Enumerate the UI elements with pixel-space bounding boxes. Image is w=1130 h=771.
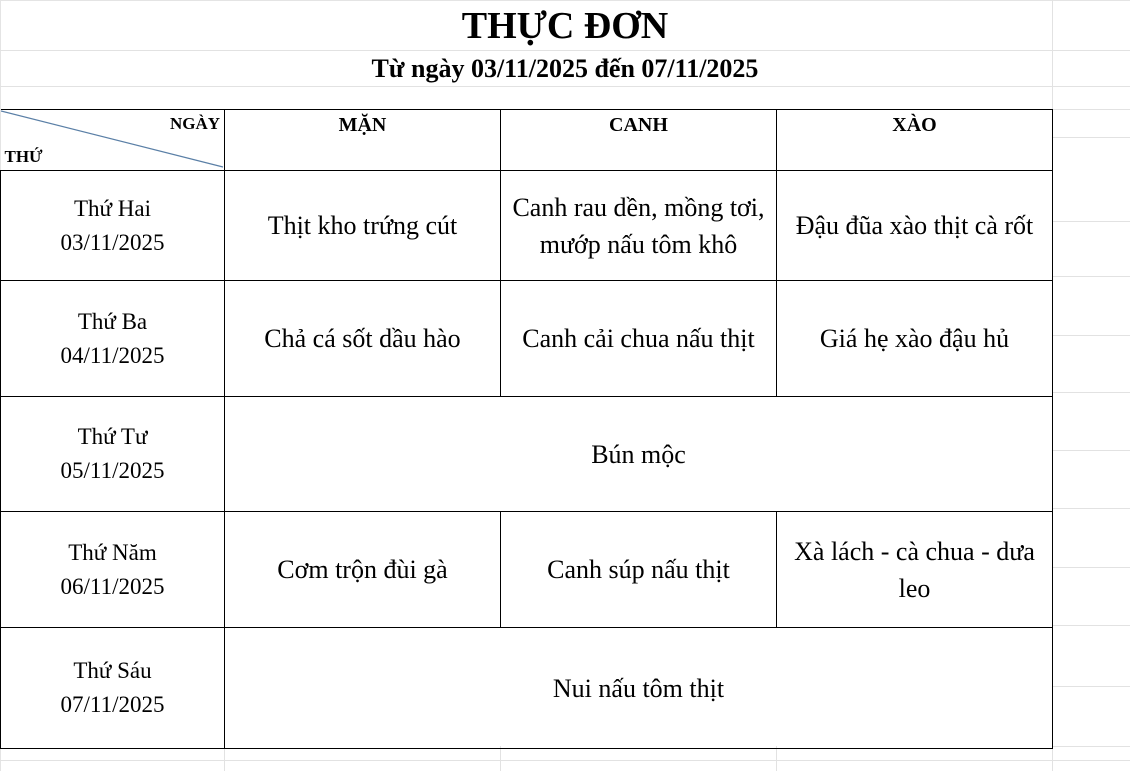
day-cell: [1, 397, 225, 512]
dish-canh: Canh súp nấu thịt: [501, 512, 777, 628]
table-row: [1, 628, 1053, 749]
day-name: Thứ Ba: [77, 308, 148, 334]
column-header-canh: CANH: [501, 110, 777, 171]
day-date: 05/11/2025: [60, 458, 165, 483]
dish-xao: Xà lách - cà chua - dưa leo: [777, 512, 1053, 628]
dish-man: Chả cá sốt dầu hào: [225, 281, 501, 397]
menu-table: [0, 109, 1053, 749]
corner-label-weekday: THỨ: [4, 147, 43, 166]
column-header-xao: XÀO: [777, 110, 1053, 171]
table-row: [1, 171, 1053, 281]
table-row: [1, 397, 1053, 512]
day-name: Thứ Năm: [68, 539, 157, 565]
date-range-subtitle: Từ ngày 03/11/2025 đến 07/11/2025: [371, 54, 759, 83]
day-name: Thứ Sáu: [73, 658, 152, 683]
dish-man: Cơm trộn đùi gà: [225, 512, 501, 628]
day-cell: [1, 171, 225, 281]
dish-canh: Canh cải chua nấu thịt: [501, 281, 777, 397]
day-cell: [1, 512, 225, 628]
column-header-man: MẶN: [225, 110, 501, 171]
corner-label-date: NGÀY: [169, 114, 220, 133]
dish-xao: Đậu đũa xào thịt cà rốt: [777, 171, 1053, 281]
page-title: THỰC ĐƠN: [461, 5, 669, 47]
day-name: Thứ Tư: [77, 424, 148, 449]
dish-canh: Canh rau dền, mồng tơi, mướp nấu tôm khô: [501, 171, 777, 281]
day-date: 07/11/2025: [60, 692, 165, 717]
day-date: 06/11/2025: [60, 573, 165, 599]
header-row: [1, 110, 1053, 171]
table-row: [1, 281, 1053, 397]
dish-single: Bún mộc: [225, 397, 1053, 512]
corner-header-cell: [1, 110, 225, 171]
day-date: 04/11/2025: [60, 342, 165, 368]
day-cell: [1, 281, 225, 397]
dish-single: Nui nấu tôm thịt: [225, 628, 1053, 749]
day-cell: [1, 628, 225, 749]
day-name: Thứ Hai: [74, 195, 151, 221]
day-date: 03/11/2025: [60, 229, 165, 255]
dish-xao: Giá hẹ xào đậu hủ: [777, 281, 1053, 397]
table-row: [1, 512, 1053, 628]
dish-man: Thịt kho trứng cút: [225, 171, 501, 281]
